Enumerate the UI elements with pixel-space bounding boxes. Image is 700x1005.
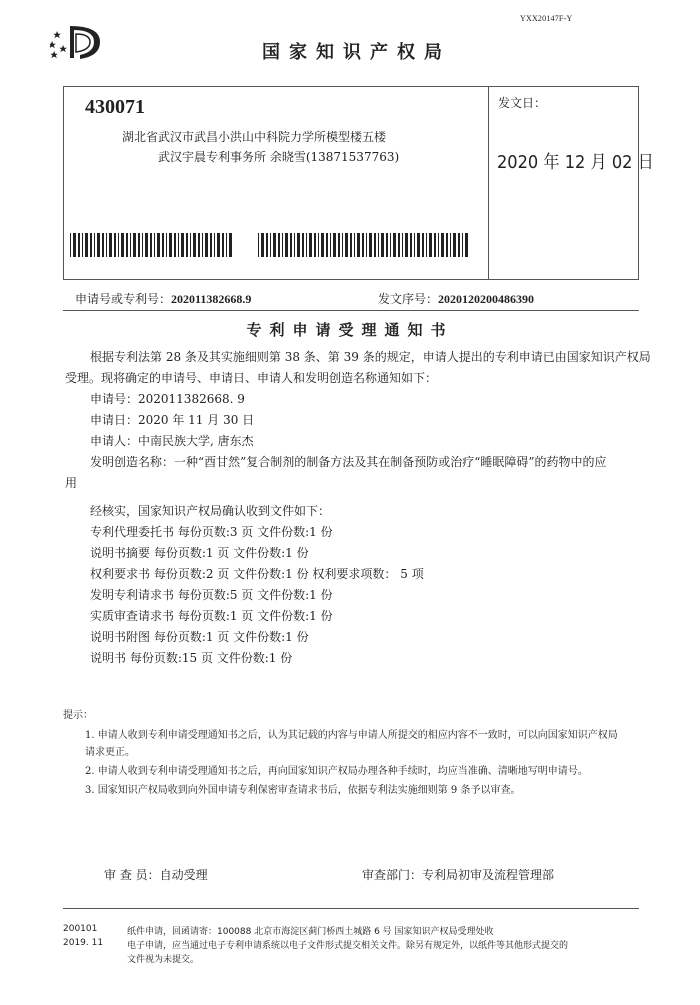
- barcode-bar: [73, 233, 76, 257]
- barcode-bar: [345, 233, 348, 257]
- barcode-bar: [390, 233, 391, 257]
- file-item: 专利代理委托书 每份页数:3 页 文件份数:1 份: [90, 525, 333, 539]
- tip-3: 3. 国家知识产权局收到向外国申请专利保密审查请求书后，依据专利法实施细则第 9 条予以审查。: [85, 785, 521, 796]
- barcode-bar: [417, 233, 420, 257]
- tip-2: 2. 申请人收到专利申请受理通知书之后，再向国家知识产权局办理各种手续时，均应当准确、清晰地写明申请号。: [85, 766, 588, 777]
- barcode-bar: [422, 233, 424, 257]
- barcode-bar: [354, 233, 355, 257]
- form-date: 2019. 11: [63, 938, 104, 948]
- barcode-bar: [82, 233, 83, 257]
- received-intro: 经核实，国家知识产权局确认收到文件如下：: [90, 504, 331, 518]
- barcode-bar: [261, 233, 264, 257]
- cnipa-logo: [50, 22, 106, 62]
- barcode-bar: [378, 233, 379, 257]
- examining-department: 审查部门：专利局初审及流程管理部: [362, 868, 555, 882]
- barcode-bar: [342, 233, 343, 257]
- barcode-bar: [302, 233, 304, 257]
- barcode-bar: [441, 233, 444, 257]
- barcode-bar: [297, 233, 300, 257]
- box-divider: [488, 86, 489, 280]
- barcode-bar: [366, 233, 367, 257]
- barcode-right: [258, 233, 470, 257]
- barcode-bar: [278, 233, 280, 257]
- barcode-bar: [133, 233, 136, 257]
- intro-line-2: 受理。现将确定的申请号、申请日、申请人和发明创造名称通知如下：: [65, 371, 438, 385]
- barcode-bar: [166, 233, 167, 257]
- barcode-bar: [434, 233, 436, 257]
- barcode-bar: [290, 233, 292, 257]
- form-code: 200101: [63, 924, 98, 934]
- barcode-bar: [70, 233, 71, 257]
- barcode-bar: [309, 233, 312, 257]
- electronic-filing-note-continued: 文件视为未提交。: [127, 955, 200, 965]
- footer-divider: [63, 908, 639, 909]
- file-item: 说明书 每份页数:15 页 文件份数:1 份: [90, 651, 293, 665]
- barcode-bar: [126, 233, 128, 257]
- intro-line-1: 根据专利法第 28 条及其实施细则第 38 条、第 39 条的规定，申请人提出的专利申请已由国家知识产权局: [90, 350, 651, 364]
- barcode-bar: [162, 233, 164, 257]
- tip-1: 1. 申请人收到专利申请受理通知书之后，认为其记载的内容与申请人所提交的相应内容不一致时，可以向国家知识产权局: [85, 730, 618, 741]
- barcode-bar: [362, 233, 364, 257]
- barcode-bar: [226, 233, 227, 257]
- barcode-bar: [222, 233, 224, 257]
- barcode-bar: [210, 233, 212, 257]
- barcode-bar: [393, 233, 396, 257]
- recipient-agency: 武汉宇晨专利事务所 余晓雪(13871537763): [158, 150, 400, 164]
- notice-title: 专利申请受理通知书: [246, 321, 454, 339]
- barcode-bar: [369, 233, 372, 257]
- barcode-bar: [314, 233, 316, 257]
- barcode-bar: [462, 233, 463, 257]
- invention-title-line-2: 用: [65, 476, 78, 490]
- file-item: 权利要求书 每份页数:2 页 文件份数:1 份 权利要求项数： 5 项: [90, 567, 424, 581]
- applicant-field: 申请人：中南民族大学, 唐东杰: [90, 434, 254, 448]
- application-number-line: [75, 290, 251, 307]
- barcode-bar: [386, 233, 388, 257]
- barcode-bar: [402, 233, 403, 257]
- barcode-bar: [150, 233, 152, 257]
- barcode-bar: [181, 233, 184, 257]
- barcode-bar: [138, 233, 140, 257]
- barcode-bar: [333, 233, 336, 257]
- serial-number-line: [378, 290, 534, 307]
- barcode-bar: [97, 233, 100, 257]
- file-item: 说明书附图 每份页数:1 页 文件份数:1 份: [90, 630, 309, 644]
- barcode-bar: [357, 233, 360, 257]
- barcode-bar: [202, 233, 203, 257]
- barcode-bar: [118, 233, 119, 257]
- barcode-bar: [266, 233, 268, 257]
- barcode-bar: [198, 233, 200, 257]
- barcode-bar: [109, 233, 112, 257]
- barcode-bar: [94, 233, 95, 257]
- examiner: 审 查 员：自动受理: [104, 868, 208, 882]
- invention-title-line-1: 发明创造名称：一种“酉甘然”复合制剂的制备方法及其在制备预防或治疗“睡眠障碍”的药物中的应: [90, 455, 607, 469]
- barcode-bar: [438, 233, 439, 257]
- serial-number: 2020120200486390: [438, 292, 535, 306]
- paper-filing-note: 纸件申请，回函请寄：100088 北京市海淀区蓟门桥西土城路 6 号 国家知识产权局受理处收: [127, 927, 494, 937]
- barcode-bar: [450, 233, 451, 257]
- barcode-bar: [429, 233, 432, 257]
- file-item: 发明专利请求书 每份页数:5 页 文件份数:1 份: [90, 588, 333, 602]
- barcode-bar: [217, 233, 220, 257]
- barcode-bar: [178, 233, 179, 257]
- barcode-bar: [169, 233, 172, 257]
- barcode-bar: [282, 233, 283, 257]
- barcode-bar: [270, 233, 271, 257]
- barcode-bar: [205, 233, 208, 257]
- barcode-bar: [414, 233, 415, 257]
- barcode-bar: [157, 233, 160, 257]
- barcode-bar: [458, 233, 460, 257]
- barcode-bar: [318, 233, 319, 257]
- barcode-bar: [294, 233, 295, 257]
- barcode-bar: [186, 233, 188, 257]
- barcode-bar: [142, 233, 143, 257]
- application-number-field: 申请号：202011382668. 9: [90, 392, 245, 406]
- divider: [63, 310, 639, 311]
- barcode-bar: [338, 233, 340, 257]
- barcode-bar: [78, 233, 80, 257]
- barcode-bar: [398, 233, 400, 257]
- barcode-bar: [174, 233, 176, 257]
- barcode-bar: [321, 233, 324, 257]
- barcode-bar: [446, 233, 448, 257]
- barcode-bar: [374, 233, 376, 257]
- document-code: YXX20147F-Y: [520, 14, 573, 23]
- file-item: 说明书摘要 每份页数:1 页 文件份数:1 份: [90, 546, 309, 560]
- barcode-bar: [114, 233, 116, 257]
- barcode-bar: [453, 233, 456, 257]
- tips-label: 提示：: [63, 710, 93, 721]
- barcode-bar: [90, 233, 92, 257]
- barcode-bar: [465, 233, 468, 257]
- serial-number-label: 发文序号：: [378, 292, 439, 306]
- barcode-bar: [102, 233, 104, 257]
- barcode-bar: [229, 233, 232, 257]
- barcode-bar: [145, 233, 148, 257]
- barcode-bar: [330, 233, 331, 257]
- issue-date: 2020 年 12 月 02 日: [497, 152, 654, 173]
- barcode-bar: [154, 233, 155, 257]
- barcode-bar: [106, 233, 107, 257]
- electronic-filing-note: 电子申请，应当通过电子专利申请系统以电子文件形式提交相关文件。除另有规定外，以纸件等其他形式提交的: [127, 941, 569, 951]
- barcode-bar: [405, 233, 408, 257]
- postcode: 430071: [85, 96, 145, 118]
- barcode-bar: [130, 233, 131, 257]
- barcode-bar: [350, 233, 352, 257]
- barcode-bar: [426, 233, 427, 257]
- barcode-bar: [285, 233, 288, 257]
- tip-1-continued: 请求更正。: [85, 747, 135, 758]
- barcode-bar: [121, 233, 124, 257]
- application-number: 202011382668.9: [171, 292, 252, 306]
- barcode-bar: [273, 233, 276, 257]
- barcode-left: [70, 233, 236, 257]
- application-number-label: 申请号或专利号：: [75, 292, 172, 306]
- barcode-bar: [326, 233, 328, 257]
- barcode-bar: [193, 233, 196, 257]
- file-item: 实质审查请求书 每份页数:1 页 文件份数:1 份: [90, 609, 333, 623]
- recipient-address: 湖北省武汉市武昌小洪山中科院力学所模型楼五楼: [122, 130, 387, 144]
- barcode-bar: [381, 233, 384, 257]
- barcode-bar: [190, 233, 191, 257]
- barcode-bar: [214, 233, 215, 257]
- office-name: 国家知识产权局: [262, 42, 451, 63]
- barcode-bar: [85, 233, 88, 257]
- barcode-bar: [306, 233, 307, 257]
- barcode-bar: [258, 233, 259, 257]
- barcode-bar: [410, 233, 412, 257]
- issue-date-label: 发文日：: [498, 96, 547, 110]
- application-date-field: 申请日：2020 年 11 月 30 日: [90, 413, 255, 427]
